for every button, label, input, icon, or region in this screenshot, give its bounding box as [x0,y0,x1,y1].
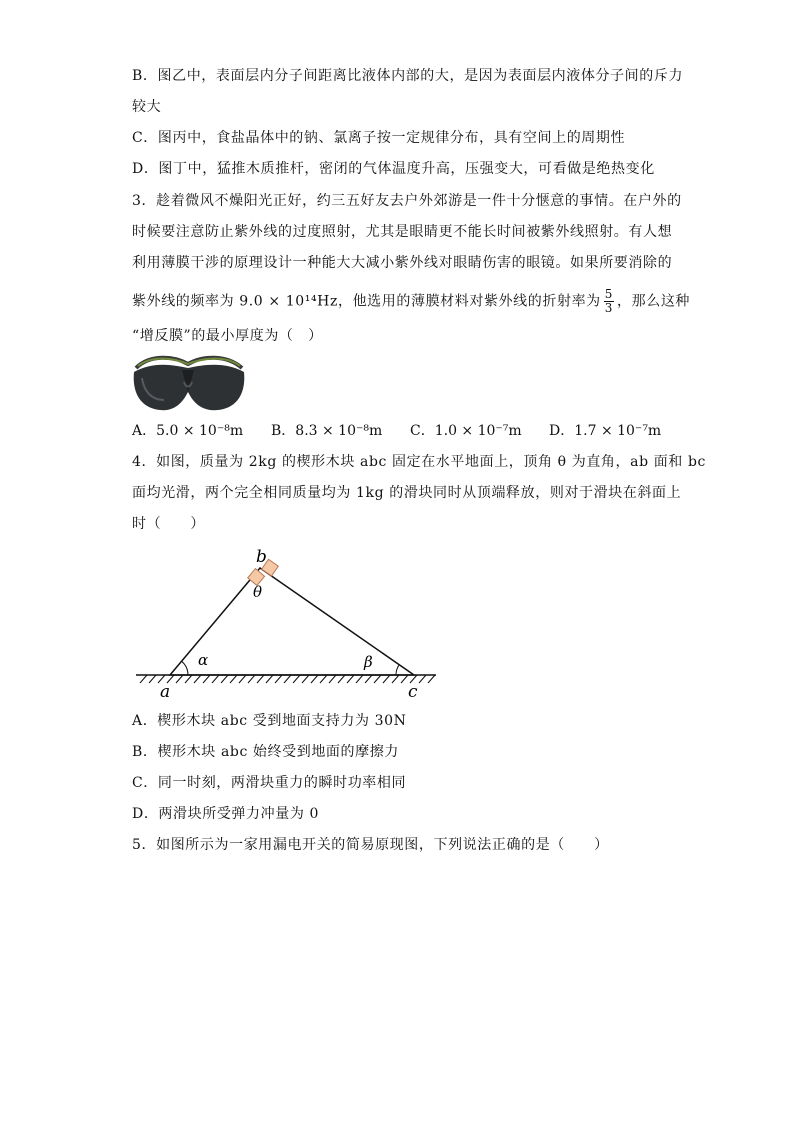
angle-label-beta: β [364,653,373,671]
q4-option-a: A．楔形木块 abc 受到地面支持力为 30N [132,713,407,729]
q4-option-c: C．同一时刻，两滑块重力的瞬时功率相同 [132,775,407,791]
q2-option-c: C．图丙中，食盐晶体中的钠、氯离子按一定规律分布，具有空间上的周期性 [132,130,626,146]
fraction-numerator: 5 [604,287,614,301]
ground-hatch-mark [302,675,309,683]
ground-hatch-mark [248,675,255,683]
q2-option-b-line2: 较大 [132,99,162,115]
q3-text-line1: 3．趁着微风不燥阳光正好，约三五好友去户外郊游是一件十分惬意的事情。在户外的 [132,193,682,209]
ground-hatch-mark [284,675,291,683]
ground-hatch-mark [401,675,408,683]
q3-text-line5: “增反膜”的最小厚度为（ ） [132,328,323,344]
angle-beta-arc [396,665,399,675]
q4-text-line2: 面均光滑，两个完全相同质量均为 1kg 的滑块同时从顶端释放，则对于滑块在斜面上 [132,485,682,501]
ground-hatch-mark [176,675,183,683]
wedge-diagram [130,545,440,705]
ground-hatch-mark [347,675,354,683]
ground-hatch-mark [383,675,390,683]
q4-text-line3: 时（ ） [132,516,205,532]
ground-hatch-mark [212,675,219,683]
angle-label-alpha: α [198,651,209,669]
ground-hatch-mark [356,675,363,683]
q3-options [132,421,672,441]
ground-hatch-mark [275,675,282,683]
q4-option-d: D．两滑块所受弹力冲量为 0 [132,806,319,822]
ground-hatch-mark [257,675,264,683]
q2-option-d: D．图丁中，猛推木质推杆，密闭的气体温度升高，压强变大，可看做是绝热变化 [132,161,655,177]
q4-text-line1: 4．如图，质量为 2kg 的楔形木块 abc 固定在水平地面上，顶角 θ 为直角，ab 面和 bc [132,454,706,470]
q3-frequency-text: 紫外线的频率为 9.0 × 10¹⁴Hz，他选用的薄膜材料对紫外线的折射率为 [132,293,601,310]
q3-text-line3: 利用薄膜干涉的原理设计一种能大大减小紫外线对眼睛伤害的眼镜。如果所要消除的 [132,255,673,271]
ground-hatch-mark [230,675,237,683]
ground-hatch-mark [392,675,399,683]
ground-line [136,675,436,683]
vertex-label-c: c [408,682,418,702]
q3-option-a: A．5.0 × 10⁻⁸m [132,423,244,439]
q3-option-c: C．1.0 × 10⁻⁷m [410,423,522,439]
ground-hatch-mark [365,675,372,683]
q2-option-b-line1: B．图乙中，表面层内分子间距离比液体内部的大，是因为表面层内液体分子间的斥力 [132,68,684,84]
fraction-denominator: 3 [604,301,614,315]
vertex-label-a: a [160,682,171,702]
angle-label-theta: θ [253,583,263,601]
angle-alpha-arc [182,661,188,675]
ground-hatch-mark [194,675,201,683]
ground-hatch-mark [293,675,300,683]
ground-hatch-mark [221,675,228,683]
ground-hatch-mark [140,675,147,683]
ground-hatch-mark [149,675,156,683]
q5-text: 5．如图所示为一家用漏电开关的简易原现图，下列说法正确的是（ ） [132,837,609,853]
sunglasses-image [130,352,248,414]
q3-text-line4 [132,288,690,315]
ground-hatch-mark [185,675,192,683]
q3-option-d: D．1.7 × 10⁻⁷m [549,423,662,439]
q4-option-b: B．楔形木块 abc 始终受到地面的摩擦力 [132,744,399,760]
ground-hatch-mark [266,675,273,683]
ground-hatch-mark [320,675,327,683]
vertex-label-b: b [256,547,267,567]
refractive-index-fraction [604,288,614,315]
ground-hatch-mark [311,675,318,683]
ground-hatch-mark [203,675,210,683]
q3-text-tail: ，那么这种 [617,293,691,310]
ground-hatch-mark [338,675,345,683]
ground-hatch-mark [239,675,246,683]
ground-hatch-mark [329,675,336,683]
ground-hatch-mark [428,675,435,683]
ground-hatch-mark [374,675,381,683]
q3-text-line2: 时候要注意防止紫外线的过度照射，尤其是眼睛更不能长时间被紫外线照射。有人想 [132,224,673,240]
ground-hatch-mark [419,675,426,683]
q3-option-b: B．8.3 × 10⁻⁸m [271,423,383,439]
